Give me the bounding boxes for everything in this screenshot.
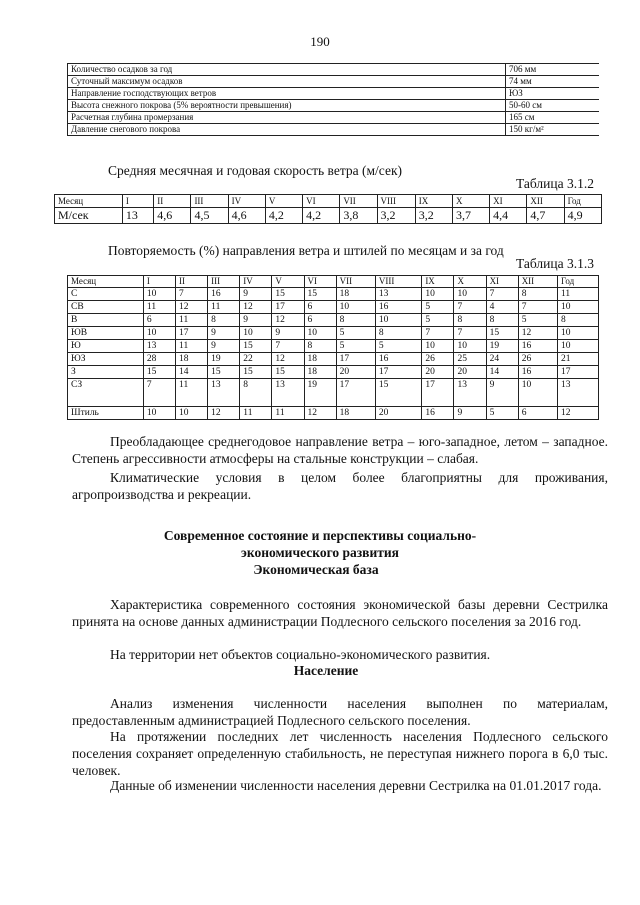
direction-cell: 9 — [486, 379, 518, 407]
direction-cell: 7 — [422, 327, 454, 340]
direction-cell: 9 — [240, 288, 272, 301]
direction-cell: 18 — [336, 288, 375, 301]
direction-cell: 15 — [240, 340, 272, 353]
direction-header-cell: XI — [486, 276, 518, 288]
paragraph-population-stability: На протяжении последних лет численность населения Подлесного сельского поселения сохраняет определенную стабильность, не переступая нижнего порога в 6,0 тыс. человек. — [72, 729, 608, 778]
table-3-1-2-title: Средняя месячная и годовая скорость ветра (м/сек) — [108, 163, 403, 178]
direction-row — [68, 407, 599, 420]
direction-cell: 12 — [208, 407, 240, 420]
direction-cell: 11 — [557, 288, 598, 301]
direction-cell: 19 — [486, 340, 518, 353]
direction-cell: 13 — [143, 340, 175, 353]
direction-header-cell: Месяц — [68, 276, 144, 288]
wind-header-cell: XII — [527, 195, 564, 208]
table-3-1-3-number: Таблица 3.1.3 — [516, 256, 594, 271]
wind-speed-cell: 4,4 — [490, 208, 527, 224]
direction-cell: 18 — [336, 407, 375, 420]
direction-cell: 26 — [518, 353, 557, 366]
direction-cell: 12 — [272, 314, 304, 327]
direction-cell: 20 — [422, 366, 454, 379]
direction-cell: 10 — [336, 301, 375, 314]
direction-cell: 11 — [176, 379, 208, 407]
direction-cell: СЗ — [68, 379, 144, 407]
paragraph-prevailing-wind: Преобладающее среднегодовое направление ветра – юго-западное, летом – западное. Степень агрессивности атмосферы на стальные конструкции – слабая. — [72, 434, 608, 466]
direction-cell: 18 — [304, 366, 336, 379]
direction-cell: 12 — [272, 353, 304, 366]
direction-cell: 17 — [375, 366, 421, 379]
direction-cell: 19 — [304, 379, 336, 407]
direction-cell: Штиль — [68, 407, 144, 420]
climate-value: ЮЗ — [506, 88, 600, 100]
section-heading-line-2: экономического развития — [241, 545, 399, 560]
direction-cell: 7 — [176, 288, 208, 301]
direction-cell: 16 — [208, 288, 240, 301]
climate-row — [68, 112, 600, 124]
direction-cell: 19 — [208, 353, 240, 366]
wind-header-cell: II — [154, 195, 191, 208]
direction-row — [68, 288, 599, 301]
direction-cell: 16 — [422, 407, 454, 420]
direction-cell: 18 — [176, 353, 208, 366]
direction-cell: 9 — [240, 314, 272, 327]
direction-cell: 28 — [143, 353, 175, 366]
wind-header-cell: I — [122, 195, 153, 208]
direction-cell: 5 — [336, 327, 375, 340]
direction-cell: 5 — [486, 407, 518, 420]
direction-cell: 9 — [208, 340, 240, 353]
direction-cell: 10 — [143, 407, 175, 420]
paragraph-no-objects: На территории нет объектов социально-экономического развития. — [110, 647, 491, 662]
direction-cell: 8 — [518, 288, 557, 301]
subsection-heading-population: Население — [293, 663, 359, 678]
direction-cell: 8 — [557, 314, 598, 327]
direction-cell: 10 — [240, 327, 272, 340]
direction-cell: 12 — [240, 301, 272, 314]
direction-cell: 10 — [375, 314, 421, 327]
direction-header-cell: XII — [518, 276, 557, 288]
direction-cell: 9 — [272, 327, 304, 340]
direction-cell: 17 — [176, 327, 208, 340]
direction-cell: 22 — [240, 353, 272, 366]
wind-speed-row — [55, 208, 602, 224]
climate-label: Суточный максимум осадков — [68, 76, 506, 88]
paragraph-economic-base: Характеристика современного состояния экономической базы деревни Сестрилка принята на основе данных администрации Подлесного сельского поселения за 2016 год. — [72, 597, 608, 629]
direction-cell: 8 — [304, 340, 336, 353]
direction-header-cell: II — [176, 276, 208, 288]
direction-header-cell: X — [454, 276, 486, 288]
direction-cell: 5 — [375, 340, 421, 353]
direction-cell: 4 — [486, 301, 518, 314]
direction-cell: 8 — [240, 379, 272, 407]
direction-cell: 8 — [208, 314, 240, 327]
direction-header-cell: VI — [304, 276, 336, 288]
table-3-1-2-number: Таблица 3.1.2 — [516, 176, 594, 191]
direction-row — [68, 314, 599, 327]
direction-cell: 20 — [336, 366, 375, 379]
direction-cell: 6 — [518, 407, 557, 420]
direction-cell: 12 — [557, 407, 598, 420]
wind-header-cell: VI — [303, 195, 340, 208]
direction-cell: 5 — [422, 314, 454, 327]
direction-cell: 17 — [272, 301, 304, 314]
wind-speed-cell: 4,5 — [191, 208, 228, 224]
direction-cell: 10 — [176, 407, 208, 420]
direction-cell: СВ — [68, 301, 144, 314]
direction-cell: 12 — [176, 301, 208, 314]
climate-label: Направление господствующих ветров — [68, 88, 506, 100]
direction-cell: 9 — [454, 407, 486, 420]
direction-cell: 16 — [375, 301, 421, 314]
direction-header-cell: IV — [240, 276, 272, 288]
direction-cell: 15 — [304, 288, 336, 301]
wind-speed-cell: 3,2 — [415, 208, 452, 224]
direction-cell: 7 — [518, 301, 557, 314]
direction-cell: 5 — [422, 301, 454, 314]
direction-cell: 17 — [336, 353, 375, 366]
wind-header-cell: IV — [228, 195, 265, 208]
climate-table — [67, 63, 599, 136]
direction-cell: 13 — [375, 288, 421, 301]
direction-cell: 20 — [454, 366, 486, 379]
page-number: 190 — [310, 34, 330, 49]
direction-cell: ЮВ — [68, 327, 144, 340]
direction-cell: 7 — [143, 379, 175, 407]
direction-cell: 24 — [486, 353, 518, 366]
direction-cell: 6 — [143, 314, 175, 327]
direction-cell: 26 — [422, 353, 454, 366]
direction-header-cell: V — [272, 276, 304, 288]
direction-cell: Ю — [68, 340, 144, 353]
direction-cell: 15 — [272, 288, 304, 301]
wind-speed-cell: 3,8 — [340, 208, 377, 224]
wind-header-cell: Год — [564, 195, 601, 208]
direction-cell: 13 — [272, 379, 304, 407]
direction-cell: 6 — [304, 314, 336, 327]
direction-cell: 16 — [375, 353, 421, 366]
direction-cell: 10 — [557, 340, 598, 353]
direction-cell: 14 — [486, 366, 518, 379]
direction-cell: 8 — [486, 314, 518, 327]
direction-row — [68, 353, 599, 366]
climate-label: Расчетная глубина промерзания — [68, 112, 506, 124]
direction-cell: 11 — [143, 301, 175, 314]
direction-cell: 7 — [454, 327, 486, 340]
direction-cell: 14 — [176, 366, 208, 379]
wind-speed-table — [54, 194, 602, 224]
direction-cell: 10 — [454, 340, 486, 353]
direction-cell: 8 — [336, 314, 375, 327]
direction-cell: 12 — [518, 327, 557, 340]
direction-cell: 15 — [486, 327, 518, 340]
direction-cell: 10 — [143, 288, 175, 301]
direction-cell: 6 — [304, 301, 336, 314]
direction-cell: 7 — [454, 301, 486, 314]
direction-cell: ЮЗ — [68, 353, 144, 366]
direction-cell: 13 — [454, 379, 486, 407]
direction-cell: 13 — [557, 379, 598, 407]
direction-cell: 9 — [208, 327, 240, 340]
wind-speed-cell: 4,6 — [228, 208, 265, 224]
direction-header-cell: III — [208, 276, 240, 288]
direction-cell: 10 — [557, 301, 598, 314]
wind-header-cell: XI — [490, 195, 527, 208]
direction-header-cell: Год — [557, 276, 598, 288]
direction-cell: 10 — [518, 379, 557, 407]
wind-direction-table — [67, 275, 599, 420]
climate-row — [68, 64, 600, 76]
direction-cell: 15 — [272, 366, 304, 379]
climate-label: Высота снежного покрова (5% вероятности превышения) — [68, 100, 506, 112]
direction-cell: 5 — [518, 314, 557, 327]
wind-speed-cell: 3,7 — [452, 208, 489, 224]
climate-value: 50-60 см — [506, 100, 600, 112]
climate-value: 706 мм — [506, 64, 600, 76]
climate-value: 165 см — [506, 112, 600, 124]
direction-cell: 18 — [304, 353, 336, 366]
climate-row — [68, 100, 600, 112]
climate-value: 74 мм — [506, 76, 600, 88]
wind-speed-cell: 4,6 — [154, 208, 191, 224]
direction-header-cell: VII — [336, 276, 375, 288]
direction-cell: 10 — [143, 327, 175, 340]
direction-cell: 7 — [272, 340, 304, 353]
direction-cell: 25 — [454, 353, 486, 366]
paragraph-climate-conditions: Климатические условия в целом более благоприятны для проживания, агропроизводства и рекреации. — [72, 470, 608, 502]
direction-cell: 13 — [208, 379, 240, 407]
direction-cell: 7 — [486, 288, 518, 301]
direction-cell: 11 — [176, 340, 208, 353]
direction-cell: 17 — [557, 366, 598, 379]
wind-speed-cell: 4,2 — [303, 208, 340, 224]
wind-header-cell: V — [265, 195, 302, 208]
direction-cell: 16 — [518, 340, 557, 353]
climate-row — [68, 88, 600, 100]
direction-header-cell: VIII — [375, 276, 421, 288]
wind-speed-cell: 13 — [122, 208, 153, 224]
subsection-heading-economy: Экономическая база — [253, 562, 379, 577]
wind-speed-cell: 4,2 — [265, 208, 302, 224]
climate-value: 150 кг/м² — [506, 124, 600, 136]
direction-row — [68, 366, 599, 379]
direction-cell: 16 — [518, 366, 557, 379]
direction-cell: 21 — [557, 353, 598, 366]
direction-cell: 5 — [336, 340, 375, 353]
direction-cell: 17 — [336, 379, 375, 407]
direction-cell: 15 — [240, 366, 272, 379]
direction-header-cell: I — [143, 276, 175, 288]
direction-row — [68, 327, 599, 340]
direction-cell: 10 — [422, 340, 454, 353]
direction-row — [68, 379, 599, 407]
direction-cell: 8 — [454, 314, 486, 327]
wind-speed-cell: М/сек — [55, 208, 123, 224]
table-3-1-3-title: Повторяемость (%) направления ветра и штилей по месяцам и за год — [108, 243, 504, 258]
direction-cell: С — [68, 288, 144, 301]
wind-header-cell: IX — [415, 195, 452, 208]
climate-label: Количество осадков за год — [68, 64, 506, 76]
wind-header-cell: III — [191, 195, 228, 208]
wind-speed-cell: 4,7 — [527, 208, 564, 224]
direction-cell: В — [68, 314, 144, 327]
direction-cell: 15 — [143, 366, 175, 379]
wind-speed-cell: 4,9 — [564, 208, 601, 224]
direction-cell: 11 — [208, 301, 240, 314]
direction-cell: 15 — [208, 366, 240, 379]
direction-row — [68, 340, 599, 353]
wind-speed-cell: 3,2 — [377, 208, 415, 224]
climate-row — [68, 76, 600, 88]
direction-cell: 8 — [375, 327, 421, 340]
climate-row — [68, 124, 600, 136]
direction-cell: 12 — [304, 407, 336, 420]
climate-label: Давление снегового покрова — [68, 124, 506, 136]
direction-cell: З — [68, 366, 144, 379]
direction-cell: 10 — [304, 327, 336, 340]
wind-header-cell: X — [452, 195, 489, 208]
direction-cell: 11 — [240, 407, 272, 420]
direction-header-cell: IX — [422, 276, 454, 288]
direction-cell: 15 — [375, 379, 421, 407]
direction-cell: 11 — [176, 314, 208, 327]
direction-cell: 10 — [422, 288, 454, 301]
wind-header-cell: Месяц — [55, 195, 123, 208]
section-heading-line-1: Современное состояние и перспективы социально- — [163, 528, 477, 543]
wind-header-cell: VIII — [377, 195, 415, 208]
direction-cell: 20 — [375, 407, 421, 420]
paragraph-population-data: Данные об изменении численности населения деревни Сестрилка на 01.01.2017 года. — [110, 778, 602, 793]
direction-cell: 10 — [557, 327, 598, 340]
paragraph-population-analysis: Анализ изменения численности населения выполнен по материалам, предоставленным администрацией Подлесного сельского поселения. — [72, 696, 608, 728]
direction-cell: 17 — [422, 379, 454, 407]
direction-row — [68, 301, 599, 314]
direction-cell: 10 — [454, 288, 486, 301]
wind-header-cell: VII — [340, 195, 377, 208]
direction-cell: 11 — [272, 407, 304, 420]
